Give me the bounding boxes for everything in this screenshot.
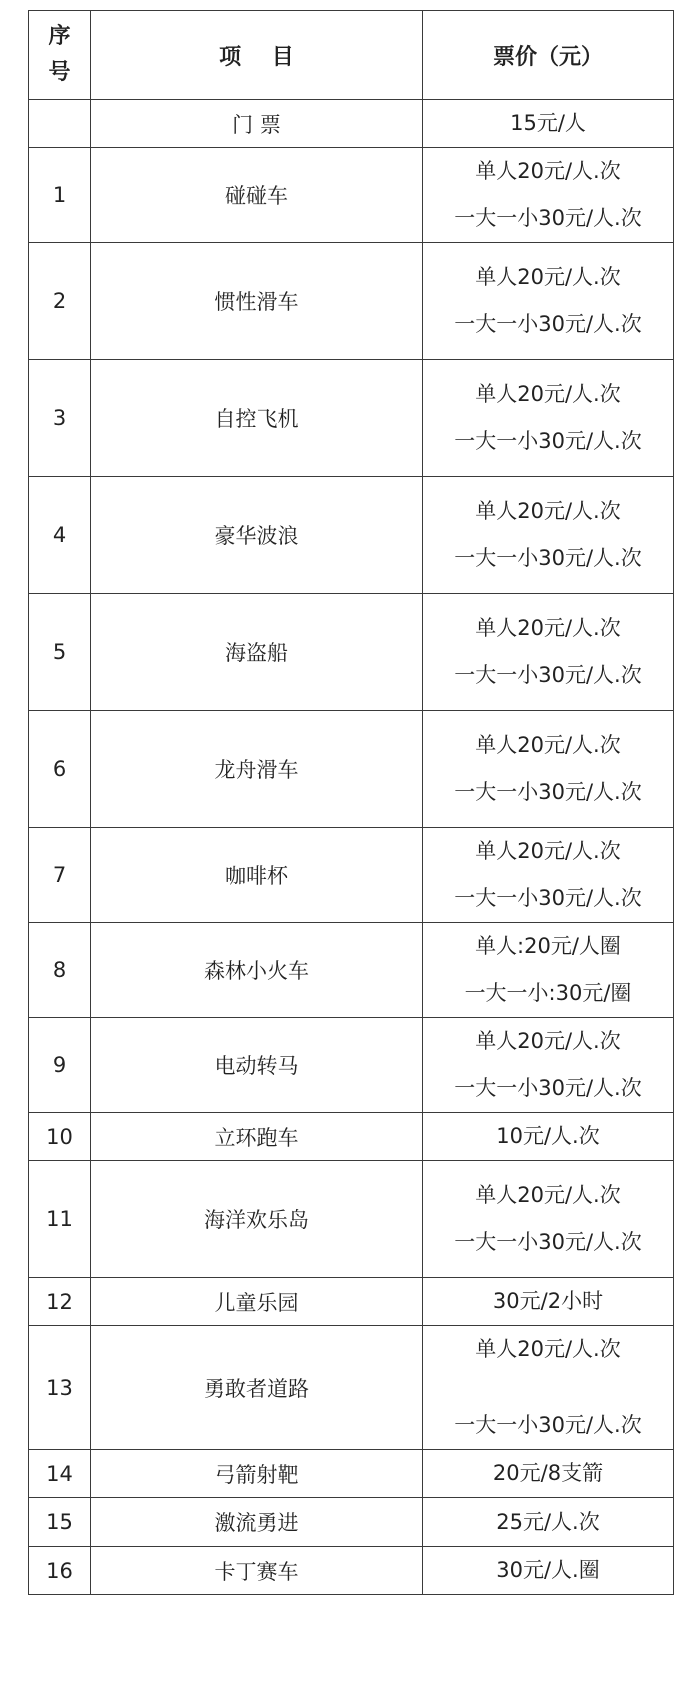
row-item-name: 海盗船 xyxy=(91,594,423,711)
row-price xyxy=(423,923,674,1018)
row-item-name: 卡丁赛车 xyxy=(91,1547,423,1595)
row-seq: 15 xyxy=(29,1498,91,1547)
table-row xyxy=(29,923,674,1018)
price-line: 一大一小30元/人.次 xyxy=(454,663,642,687)
table-row xyxy=(29,1161,674,1278)
price-line: 单人20元/人.次 xyxy=(475,616,621,640)
price-line: 30元/2小时 xyxy=(492,1289,604,1313)
row-item-name: 立环跑车 xyxy=(91,1113,423,1161)
row-price xyxy=(423,1161,674,1278)
row-seq: 10 xyxy=(29,1113,91,1161)
row-price xyxy=(423,148,674,243)
row-seq: 14 xyxy=(29,1450,91,1498)
row-price xyxy=(423,1450,674,1498)
price-line: 一大一小30元/人.次 xyxy=(454,312,642,336)
table-row xyxy=(29,1326,674,1450)
price-line: 单人20元/人.次 xyxy=(475,265,621,289)
row-item-name: 森林小火车 xyxy=(91,923,423,1018)
price-line: 30元/人.圈 xyxy=(496,1558,600,1582)
ticket-price-table xyxy=(28,10,674,1595)
price-line: 单人20元/人.次 xyxy=(475,159,621,183)
header-item: 项 目 xyxy=(91,11,423,100)
row-price xyxy=(423,1326,674,1450)
table-row xyxy=(29,1498,674,1547)
row-seq: 9 xyxy=(29,1018,91,1113)
row-seq: 3 xyxy=(29,360,91,477)
row-price xyxy=(423,594,674,711)
table-row xyxy=(29,1450,674,1498)
price-line: 20元/8支箭 xyxy=(492,1461,604,1485)
row-item-name: 门 票 xyxy=(91,100,423,148)
price-line: 一大一小30元/人.次 xyxy=(454,206,642,230)
price-line: 一大一小:30元/圈 xyxy=(464,981,632,1005)
row-price xyxy=(423,100,674,148)
price-line: 一大一小30元/人.次 xyxy=(454,1230,642,1254)
row-item-name: 勇敢者道路 xyxy=(91,1326,423,1450)
table-row xyxy=(29,1278,674,1326)
header-price: 票价（元） xyxy=(423,11,674,100)
price-line: 单人20元/人.次 xyxy=(475,1183,621,1207)
row-item-name: 龙舟滑车 xyxy=(91,711,423,828)
row-item-name: 电动转马 xyxy=(91,1018,423,1113)
row-seq: 8 xyxy=(29,923,91,1018)
price-line: 10元/人.次 xyxy=(496,1124,600,1148)
row-item-name: 惯性滑车 xyxy=(91,243,423,360)
row-item-name: 碰碰车 xyxy=(91,148,423,243)
row-item-name: 激流勇进 xyxy=(91,1498,423,1547)
row-price xyxy=(423,1278,674,1326)
row-item-name: 海洋欢乐岛 xyxy=(91,1161,423,1278)
row-seq: 16 xyxy=(29,1547,91,1595)
row-item-name: 豪华波浪 xyxy=(91,477,423,594)
price-line: 15元/人 xyxy=(510,111,586,135)
price-line: 一大一小30元/人.次 xyxy=(454,1413,642,1437)
price-line: 单人:20元/人圈 xyxy=(475,934,621,958)
row-item-name: 自控飞机 xyxy=(91,360,423,477)
table-row xyxy=(29,1018,674,1113)
table-row xyxy=(29,711,674,828)
price-line: 一大一小30元/人.次 xyxy=(454,886,642,910)
table-header-row xyxy=(29,11,674,100)
row-item-name: 弓箭射靶 xyxy=(91,1450,423,1498)
price-line: 一大一小30元/人.次 xyxy=(454,546,642,570)
table-row xyxy=(29,148,674,243)
table-row xyxy=(29,594,674,711)
table-row xyxy=(29,1113,674,1161)
row-price xyxy=(423,1018,674,1113)
price-line: 一大一小30元/人.次 xyxy=(454,429,642,453)
row-seq: 1 xyxy=(29,148,91,243)
price-line: 25元/人.次 xyxy=(496,1509,600,1534)
table-row xyxy=(29,828,674,923)
price-line: 单人20元/人.次 xyxy=(475,733,621,757)
row-seq: 11 xyxy=(29,1161,91,1278)
row-seq: 12 xyxy=(29,1278,91,1326)
row-price xyxy=(423,1113,674,1161)
row-seq: 6 xyxy=(29,711,91,828)
price-line: 一大一小30元/人.次 xyxy=(454,780,642,804)
row-item-name: 咖啡杯 xyxy=(91,828,423,923)
price-line: 单人20元/人.次 xyxy=(475,499,621,523)
row-price xyxy=(423,711,674,828)
row-item-name: 儿童乐园 xyxy=(91,1278,423,1326)
table-row xyxy=(29,243,674,360)
row-seq: 7 xyxy=(29,828,91,923)
price-line: 单人20元/人.次 xyxy=(475,382,621,406)
header-seq xyxy=(29,11,91,100)
price-line: 单人20元/人.次 xyxy=(475,839,621,863)
table-row xyxy=(29,100,674,148)
row-seq: 13 xyxy=(29,1326,91,1450)
price-line: 单人20元/人.次 xyxy=(475,1029,621,1053)
header-seq-line1: 序 xyxy=(48,24,71,49)
price-line: 单人20元/人.次 xyxy=(475,1337,621,1361)
price-line: 一大一小30元/人.次 xyxy=(454,1076,642,1100)
header-seq-line2: 号 xyxy=(48,60,71,85)
row-price xyxy=(423,243,674,360)
table-row xyxy=(29,1547,674,1595)
row-price xyxy=(423,1498,674,1547)
row-seq xyxy=(29,100,91,148)
row-price xyxy=(423,360,674,477)
table-body xyxy=(29,100,674,1595)
row-price xyxy=(423,477,674,594)
row-price xyxy=(423,1547,674,1595)
row-seq: 2 xyxy=(29,243,91,360)
row-price xyxy=(423,828,674,923)
row-seq: 4 xyxy=(29,477,91,594)
table-row xyxy=(29,360,674,477)
row-seq: 5 xyxy=(29,594,91,711)
table-row xyxy=(29,477,674,594)
